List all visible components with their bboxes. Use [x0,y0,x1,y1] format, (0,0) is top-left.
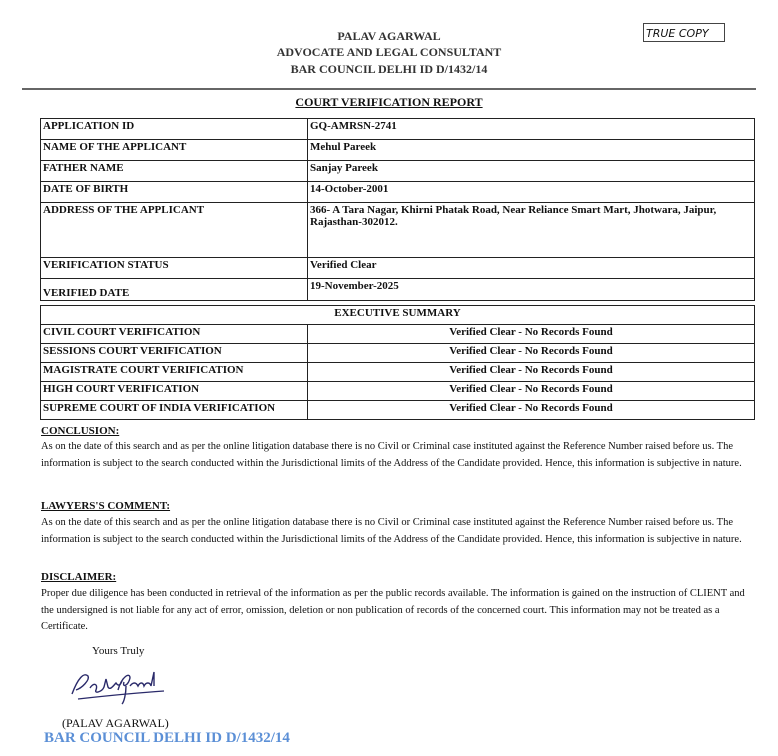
table-row [41,119,755,140]
table-row [41,279,755,301]
row-value: 19-November-2025 [308,279,755,301]
row-value: Sanjay Pareek [308,161,755,182]
advocate-name: PALAV AGARWAL [337,29,441,43]
signatory-name: (PALAV AGARWAL) [62,716,169,730]
executive-summary-table [40,305,755,420]
lawyers-comment-text: As on the date of this search and as per the online litigation database there is no Civil or Criminal case instituted against the Reference Number raised before us. The information is subject to the search conducted within the Jurisdictional limits of the Address of the Candidate provided. Hence, this information is subjective in nature. [41,517,742,545]
true-copy-stamp: TRUE COPY [643,23,725,42]
table-row [41,325,755,344]
table-row [41,182,755,203]
row-label: HIGH COURT VERIFICATION [41,382,308,401]
advocate-designation: ADVOCATE AND LEGAL CONSULTANT [276,45,502,59]
row-value: Verified Clear - No Records Found [308,401,755,420]
row-label: ADDRESS OF THE APPLICANT [41,203,308,258]
signatory-bar-id: BAR COUNCIL DELHI ID D/1432/14 [44,730,290,746]
row-value: Mehul Pareek [308,140,755,161]
row-label: SESSIONS COURT VERIFICATION [41,344,308,363]
row-label: VERIFICATION STATUS [41,258,308,279]
table-row [41,140,755,161]
advocate-bar-id: BAR COUNCIL DELHI ID D/1432/14 [290,62,488,76]
conclusion-text: As on the date of this search and as per the online litigation database there is no Civil or Criminal case instituted against the Reference Number raised before us. The information is subject to the search conducted within the Jurisdictional limits of the Address of the Candidate provided. Hence, this information is subjective in nature. [41,441,742,469]
header-divider [22,88,756,90]
report-title: COURT VERIFICATION REPORT [295,95,483,109]
row-label: FATHER NAME [41,161,308,182]
table-row [41,161,755,182]
row-value: Verified Clear - No Records Found [308,382,755,401]
disclaimer-text: Proper due diligence has been conducted in retrieval of the information as per the public records available. The information is gained on the instruction of CLIENT and the undersigned is not liable for any act of error, omission, deletion or non publication of records of the concerned court. This information may not be treated as a Certificate. [41,588,745,633]
row-label: NAME OF THE APPLICANT [41,140,308,161]
row-value: 366- A Tara Nagar, Khirni Phatak Road, Near Reliance Smart Mart, Jhotwara, Jaipur, Rajasthan-302012. [308,203,755,258]
disclaimer-heading: DISCLAIMER: [41,571,117,583]
table-row [41,344,755,363]
signature-image [60,668,170,708]
row-label: APPLICATION ID [41,119,308,140]
row-label: CIVIL COURT VERIFICATION [41,325,308,344]
conclusion-heading: CONCLUSION: [41,425,120,437]
table-row [41,258,755,279]
summary-heading: EXECUTIVE SUMMARY [41,306,755,325]
row-label: DATE OF BIRTH [41,182,308,203]
row-value: Verified Clear [308,258,755,279]
row-value: Verified Clear - No Records Found [308,325,755,344]
row-value: GQ-AMRSN-2741 [308,119,755,140]
closing-text: Yours Truly [92,645,145,657]
row-value: Verified Clear - No Records Found [308,344,755,363]
table-row [41,401,755,420]
row-label: VERIFIED DATE [41,279,308,301]
lawyers-comment-heading: LAWYERS'S COMMENT: [41,500,171,512]
table-row [41,382,755,401]
table-header [41,306,755,325]
row-value: 14-October-2001 [308,182,755,203]
table-row [41,203,755,258]
row-value: Verified Clear - No Records Found [308,363,755,382]
table-row [41,363,755,382]
row-label: SUPREME COURT OF INDIA VERIFICATION [41,401,308,420]
row-label: MAGISTRATE COURT VERIFICATION [41,363,308,382]
applicant-details-table [40,118,755,301]
